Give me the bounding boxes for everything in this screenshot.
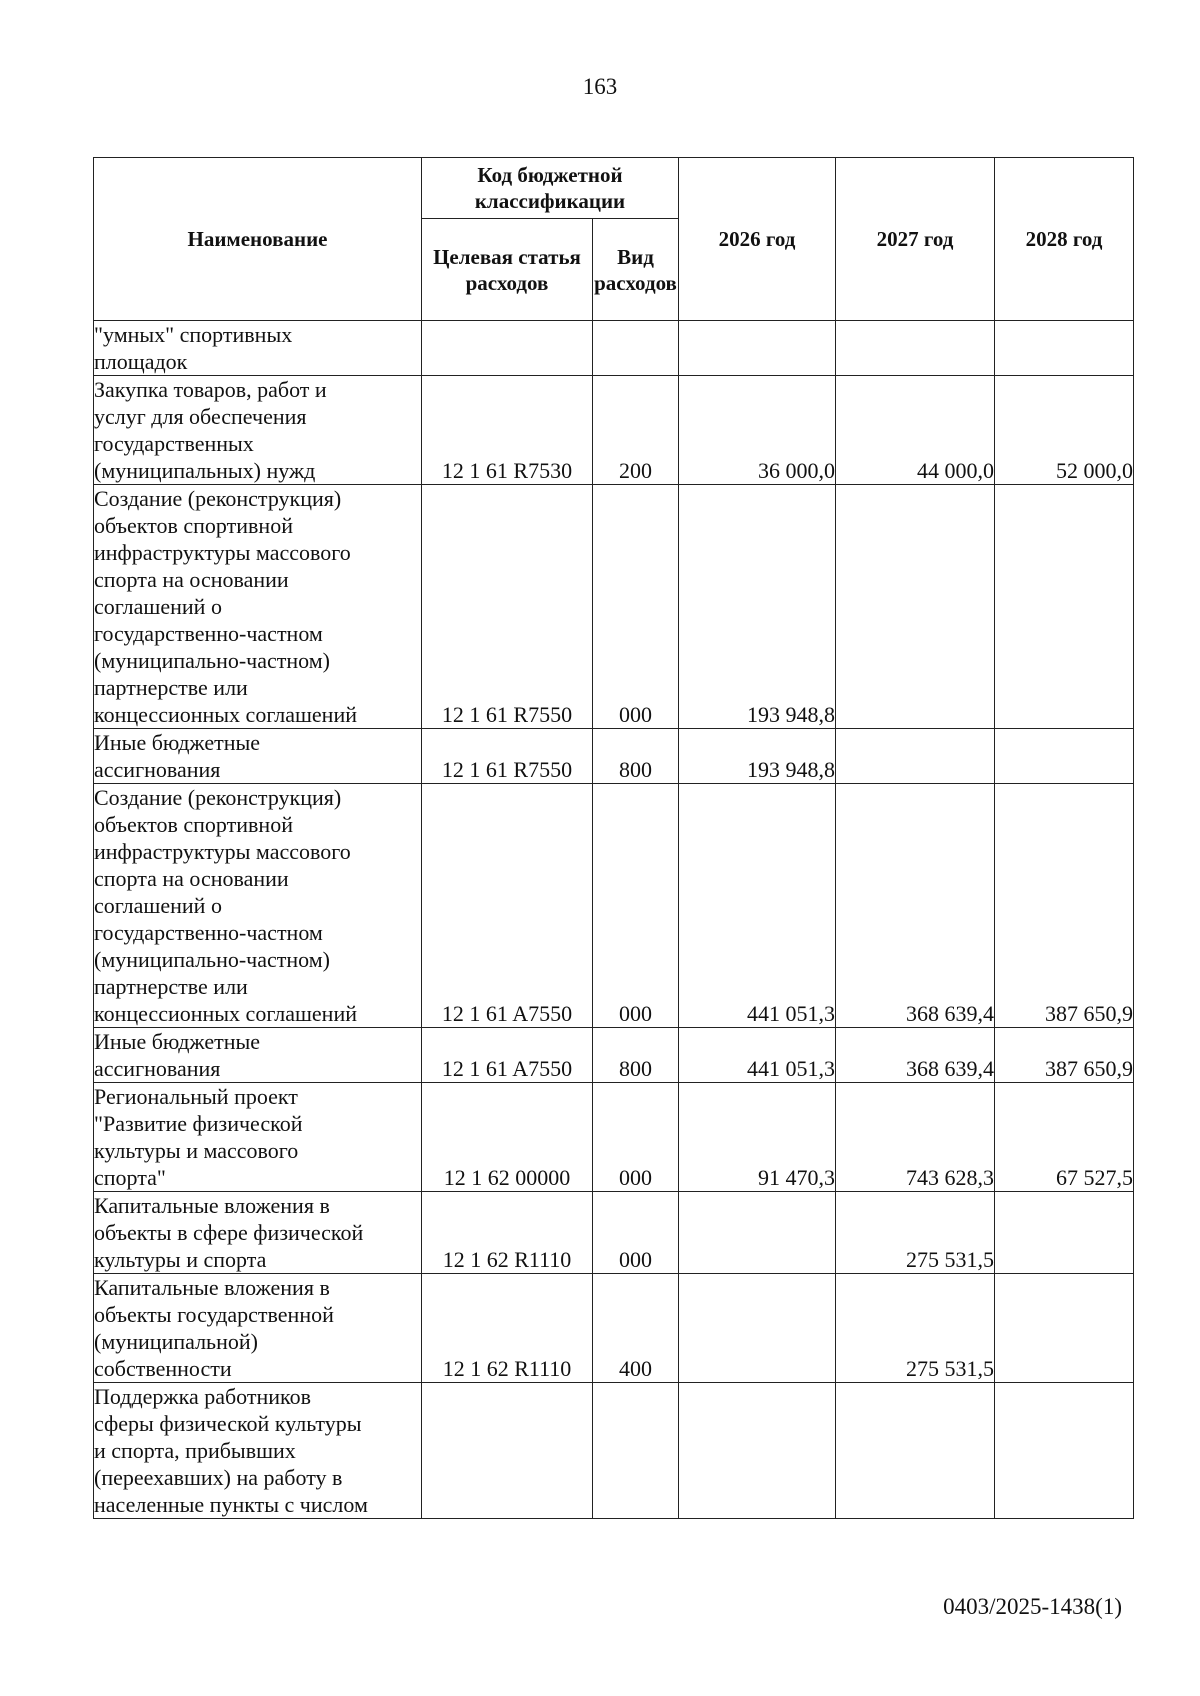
row-2028-cell [995,1274,1134,1383]
row-name-cell [94,376,422,485]
table-header [94,158,1134,321]
header-year-2027: 2027 год [836,158,995,321]
table-row [94,485,1134,729]
row-target-article-cell: 12 1 62 R1110 [422,1274,593,1383]
row-2026-cell: 441 051,3 [679,1028,836,1083]
row-2028-cell: 387 650,9 [995,1028,1134,1083]
row-expense-kind-cell: 200 [593,376,679,485]
table-row [94,1383,1134,1519]
row-name-text: Закупка товаров, работ и услуг для обеспечения государственных (муниципальных) нужд [94,377,327,483]
row-target-article-cell [422,1383,593,1519]
header-name: Наименование [94,158,422,321]
table-row [94,729,1134,784]
table-row [94,784,1134,1028]
row-name-text: Создание (реконструкция) объектов спортивной инфраструктуры массового спорта на основании соглашений о государственно-частном (муниципально-частном) партнерстве или концессионных соглашений [94,486,358,727]
row-name-cell [94,1383,422,1519]
row-expense-kind-cell [593,321,679,376]
table-row [94,1083,1134,1192]
row-name-text: "умных" спортивных площадок [94,322,293,374]
row-expense-kind-cell [593,1383,679,1519]
table-body [94,321,1134,1519]
header-year-2028: 2028 год [995,158,1134,321]
page-number: 163 [582,74,618,99]
row-2027-cell [836,1383,995,1519]
row-target-article-cell: 12 1 62 R1110 [422,1192,593,1274]
document-code: 0403/2025-1438(1) [943,1594,1122,1619]
row-2028-cell [995,1383,1134,1519]
header-code-group: Код бюджетной классификации [422,158,679,219]
row-2027-cell: 743 628,3 [836,1083,995,1192]
row-2026-cell [679,1383,836,1519]
row-2027-cell: 275 531,5 [836,1274,995,1383]
row-target-article-cell: 12 1 61 R7550 [422,485,593,729]
row-name-text: Создание (реконструкция) объектов спортивной инфраструктуры массового спорта на основании соглашений о государственно-частном (муниципально-частном) партнерстве или концессионных соглашений [94,785,358,1026]
row-2027-cell: 275 531,5 [836,1192,995,1274]
row-2027-cell: 368 639,4 [836,784,995,1028]
row-2026-cell: 193 948,8 [679,485,836,729]
row-name-text: Поддержка работников сферы физической культуры и спорта, прибывших (переехавших) на работу в населенные пункты с числом [94,1384,368,1517]
header-expense-kind: Вид расходов [593,219,679,321]
row-2028-cell [995,729,1134,784]
row-target-article-cell: 12 1 61 A7550 [422,784,593,1028]
row-2027-cell: 44 000,0 [836,376,995,485]
row-name-cell [94,784,422,1028]
row-name-cell [94,1028,422,1083]
row-expense-kind-cell: 000 [593,1192,679,1274]
row-name-text: Региональный проект "Развитие физической культуры и массового спорта" [94,1084,303,1190]
row-expense-kind-cell: 800 [593,729,679,784]
row-2028-cell [995,485,1134,729]
table-row [94,1274,1134,1383]
row-name-cell [94,1083,422,1192]
row-2026-cell: 441 051,3 [679,784,836,1028]
row-name-text: Иные бюджетные ассигнования [94,1029,261,1081]
row-name-cell [94,729,422,784]
row-2027-cell [836,321,995,376]
row-name-text: Капитальные вложения в объекты государственной (муниципальной) собственности [94,1275,334,1381]
row-expense-kind-cell: 000 [593,485,679,729]
row-2027-cell [836,729,995,784]
row-expense-kind-cell: 400 [593,1274,679,1383]
row-2028-cell [995,321,1134,376]
row-expense-kind-cell: 000 [593,1083,679,1192]
row-target-article-cell: 12 1 61 R7530 [422,376,593,485]
header-year-2026: 2026 год [679,158,836,321]
row-name-cell [94,321,422,376]
row-2026-cell: 193 948,8 [679,729,836,784]
table-row [94,376,1134,485]
row-target-article-cell: 12 1 61 R7550 [422,729,593,784]
row-expense-kind-cell: 000 [593,784,679,1028]
row-2026-cell: 36 000,0 [679,376,836,485]
row-2028-cell: 387 650,9 [995,784,1134,1028]
row-2028-cell [995,1192,1134,1274]
row-name-text: Иные бюджетные ассигнования [94,730,261,782]
row-2028-cell: 67 527,5 [995,1083,1134,1192]
row-target-article-cell: 12 1 61 A7550 [422,1028,593,1083]
row-name-cell [94,1274,422,1383]
row-name-text: Капитальные вложения в объекты в сфере физической культуры и спорта [94,1193,364,1272]
row-name-cell [94,485,422,729]
row-target-article-cell [422,321,593,376]
row-expense-kind-cell: 800 [593,1028,679,1083]
row-2027-cell [836,485,995,729]
row-2026-cell [679,1192,836,1274]
row-2028-cell: 52 000,0 [995,376,1134,485]
row-2026-cell [679,1274,836,1383]
header-target-article: Целевая статья расходов [422,219,593,321]
budget-table [93,157,1134,1519]
table-row [94,321,1134,376]
table-row [94,1192,1134,1274]
table-row [94,1028,1134,1083]
row-2026-cell [679,321,836,376]
row-2027-cell: 368 639,4 [836,1028,995,1083]
row-2026-cell: 91 470,3 [679,1083,836,1192]
row-target-article-cell: 12 1 62 00000 [422,1083,593,1192]
row-name-cell [94,1192,422,1274]
